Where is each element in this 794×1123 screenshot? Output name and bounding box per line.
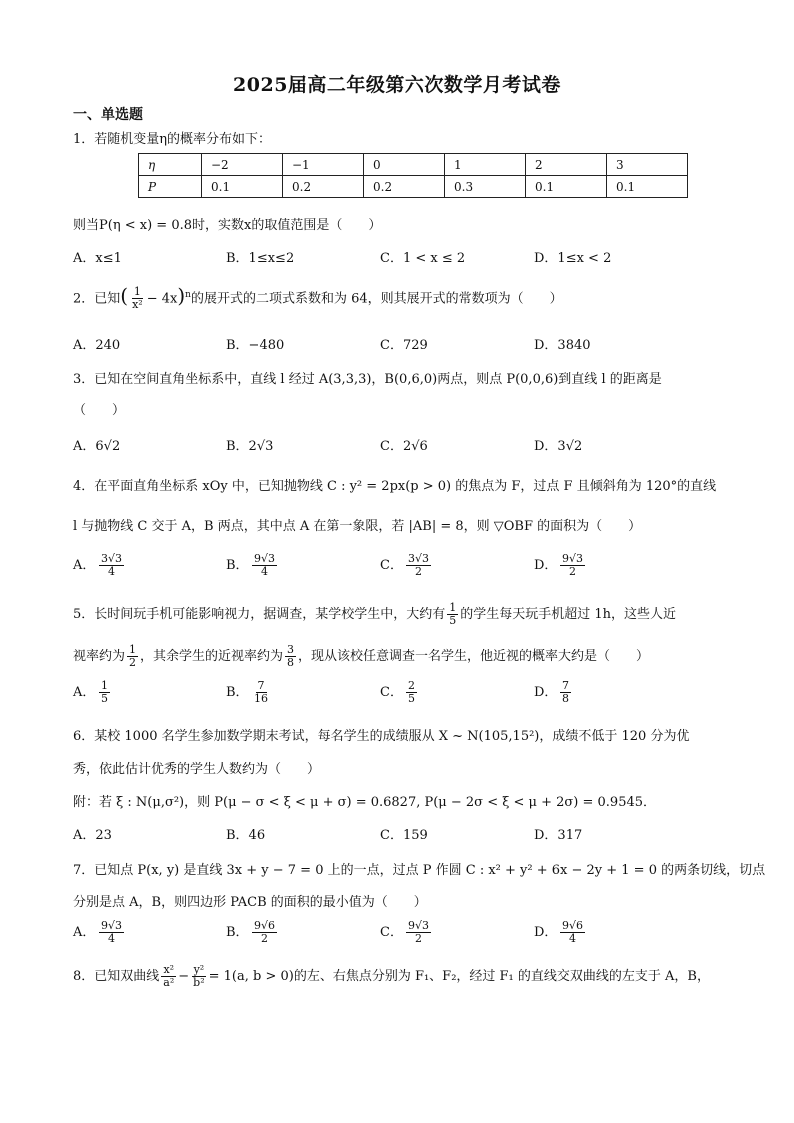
option-c[interactable] — [380, 680, 419, 705]
q1-question: 则当P(η < x) = 0.8时，实数x的取值范围是（ ） — [73, 218, 382, 233]
option-d[interactable]: D．3840 — [534, 338, 591, 353]
q5-stem-d: ，其余学生的近视率约为 — [140, 649, 284, 664]
q4-stem-line1: 4．在平面直角坐标系 xOy 中，已知抛物线 C : y² = 2px(p > 0) 的焦点为 F，过点 F 且倾斜角为 120°的直线 — [73, 479, 717, 494]
q5-options — [73, 680, 733, 716]
option-letter: B． — [226, 685, 249, 700]
table-row-label: P — [139, 176, 202, 198]
option-b[interactable] — [226, 920, 279, 945]
option-a[interactable] — [73, 680, 112, 705]
table-cell: 1 — [445, 154, 526, 176]
q8-f2-num: y² — [193, 963, 205, 976]
option-num: 9√3 — [562, 552, 584, 565]
q8-stem-b: = 1(a, b > 0)的左、右焦点分别为 F₁、F₂，经过 F₁ 的直线交双曲线的左支于 A，B， — [208, 969, 710, 984]
option-den: 4 — [108, 565, 115, 578]
q7-stem-line2: 分别是点 A，B，则四边形 PACB 的面积的最小值为（ ） — [73, 895, 427, 910]
q5-f2-num: 1 — [129, 643, 137, 656]
option-letter: D． — [534, 685, 558, 700]
table-cell: 0.1 — [607, 176, 688, 198]
q8-f2-den: b² — [193, 976, 205, 989]
q6-options — [73, 826, 733, 848]
option-d[interactable]: D．1≤x < 2 — [534, 251, 612, 266]
option-c[interactable]: C．729 — [380, 338, 428, 353]
option-a[interactable] — [73, 920, 126, 945]
option-letter: D． — [534, 925, 558, 940]
q6-stem-line1: 6．某校 1000 名学生参加数学期末考试，每名学生的成绩服从 X ~ N(105,15²)，成绩不低于 120 分为优 — [73, 729, 690, 744]
option-d[interactable]: D．3√2 — [534, 439, 583, 454]
option-b[interactable]: B．2√3 — [226, 439, 274, 454]
q2-stem-a: 2．已知 — [73, 291, 121, 307]
option-num: 3√3 — [408, 552, 430, 565]
option-num: 9√6 — [562, 919, 584, 932]
option-den: 2 — [261, 932, 268, 945]
table-cell: −1 — [283, 154, 364, 176]
table-cell: 0.2 — [364, 176, 445, 198]
q1-stem: 1．若随机变量η的概率分布如下： — [73, 132, 272, 147]
option-d[interactable] — [534, 680, 573, 705]
option-c[interactable]: C．1 < x ≤ 2 — [380, 251, 466, 266]
option-den: 4 — [261, 565, 268, 578]
option-b[interactable]: B．46 — [226, 828, 266, 843]
q5-f2-den: 2 — [129, 656, 137, 669]
option-a[interactable]: A．240 — [73, 338, 121, 353]
option-num: 3√3 — [101, 552, 123, 565]
q8-minus: − — [178, 969, 190, 984]
q3-options — [73, 437, 733, 459]
option-letter: C． — [380, 558, 403, 573]
option-den: 16 — [254, 692, 268, 705]
table-row — [139, 176, 688, 198]
option-den: 5 — [101, 692, 108, 705]
q8-stem-a: 8．已知双曲线 — [73, 969, 160, 984]
q5-stem-line2 — [73, 644, 649, 669]
option-b[interactable] — [226, 553, 279, 578]
table-cell: 0.1 — [202, 176, 283, 198]
q5-stem-a: 5．长时间玩手机可能影响视力，据调查，某学校学生中，大约有 — [73, 607, 446, 622]
probability-table — [138, 153, 688, 198]
section-heading: 一、单选题 — [73, 107, 143, 123]
option-letter: D． — [534, 558, 558, 573]
option-a[interactable]: A．23 — [73, 828, 112, 843]
option-b[interactable]: B．1≤x≤2 — [226, 251, 295, 266]
option-c[interactable]: C．159 — [380, 828, 428, 843]
q5-f3-den: 8 — [287, 656, 295, 669]
q2-stem-b: − 4x — [146, 291, 178, 307]
option-num: 9√3 — [101, 919, 123, 932]
table-cell: 3 — [607, 154, 688, 176]
option-num: 9√6 — [254, 919, 276, 932]
q3-paren: （ ） — [73, 403, 126, 418]
option-letter: C． — [380, 925, 403, 940]
q2-options — [73, 336, 733, 358]
option-num: 7 — [562, 679, 569, 692]
q4-stem-line2: l 与抛物线 C 交于 A，B 两点，其中点 A 在第一象限，若 |AB| = 8，则 ▽OBF 的面积为（ ） — [73, 519, 642, 534]
table-cell: −2 — [202, 154, 283, 176]
q7-options — [73, 920, 733, 956]
q2-exponent: n — [185, 290, 191, 300]
q5-f1-num: 1 — [449, 601, 457, 614]
q8-stem — [73, 964, 710, 989]
option-num: 1 — [101, 679, 108, 692]
table-cell: 2 — [526, 154, 607, 176]
table-cell: 0 — [364, 154, 445, 176]
table-cell: 0.2 — [283, 176, 364, 198]
option-letter: B． — [226, 558, 249, 573]
table-cell: 0.1 — [526, 176, 607, 198]
q6-stem-line2: 秀，依此估计优秀的学生人数约为（ ） — [73, 762, 321, 777]
q7-stem-line1: 7．已知点 P(x, y) 是直线 3x + y − 7 = 0 上的一点，过点 P 作圆 C : x² + y² + 6x − 2y + 1 = 0 的两条切线，切点 — [73, 863, 766, 878]
table-row — [139, 154, 688, 176]
option-a[interactable]: A．6√2 — [73, 439, 121, 454]
option-den: 8 — [562, 692, 569, 705]
option-b[interactable]: B．−480 — [226, 338, 285, 353]
q6-note: 附：若 ξ : N(μ,σ²)，则 P(μ − σ < ξ < μ + σ) = 0.6827, P(μ − 2σ < ξ < μ + 2σ) = 0.9545． — [73, 795, 657, 810]
q3-stem: 3．已知在空间直角坐标系中，直线 l 经过 A(3,3,3)，B(0,6,0)两点，则点 P(0,0,6)到直线 l 的距离是 — [73, 372, 662, 387]
option-c[interactable] — [380, 920, 433, 945]
q2-fraction — [130, 286, 145, 311]
q1-options — [73, 249, 733, 271]
option-den: 4 — [569, 932, 576, 945]
option-letter: A． — [73, 685, 96, 700]
q5-stem-line1 — [73, 602, 676, 627]
option-num: 2 — [408, 679, 415, 692]
option-den: 2 — [415, 565, 422, 578]
q5-stem-c: 视率约为 — [73, 649, 126, 664]
q2-frac-den: x² — [132, 298, 143, 312]
q2-stem: 2．已知( $\frac{1}{\text{x²}}$ − 4x)$^n$的展开式的二项式系数和为 64，则其展开式的常数项为（ ） — [73, 283, 563, 312]
option-c[interactable]: C．2√6 — [380, 439, 428, 454]
option-den: 4 — [108, 932, 115, 945]
option-b[interactable] — [226, 680, 272, 705]
q5-stem-e: ，现从该校任意调查一名学生，他近视的概率大约是（ ） — [298, 649, 650, 664]
q5-f3-num: 3 — [287, 643, 295, 656]
q8-f1-num: x² — [163, 963, 175, 976]
q8-f1-den: a² — [163, 976, 175, 989]
option-letter: B． — [226, 925, 249, 940]
option-num: 9√3 — [254, 552, 276, 565]
table-header-label: η — [139, 154, 202, 176]
table-cell: 0.3 — [445, 176, 526, 198]
option-letter: C． — [380, 685, 403, 700]
page-title: 2025届高二年级第六次数学月考试卷 — [233, 74, 561, 96]
option-a[interactable]: A．x≤1 — [73, 251, 122, 266]
option-d[interactable] — [534, 920, 587, 945]
option-d[interactable] — [534, 553, 587, 578]
option-den: 2 — [415, 932, 422, 945]
option-c[interactable] — [380, 553, 433, 578]
option-num: 7 — [257, 679, 265, 692]
option-a[interactable] — [73, 553, 126, 578]
q2-frac-num: 1 — [133, 285, 141, 299]
option-d[interactable]: D．317 — [534, 828, 583, 843]
q4-options — [73, 553, 733, 589]
option-den: 2 — [569, 565, 576, 578]
option-letter: A． — [73, 925, 96, 940]
option-letter: A． — [73, 558, 96, 573]
q5-stem-b: 的学生每天玩手机超过 1h，这些人近 — [460, 607, 677, 622]
option-den: 5 — [408, 692, 415, 705]
q2-stem-c: 的展开式的二项式系数和为 64，则其展开式的常数项为（ ） — [190, 291, 563, 307]
option-num: 9√3 — [408, 919, 430, 932]
q5-f1-den: 5 — [449, 614, 457, 627]
